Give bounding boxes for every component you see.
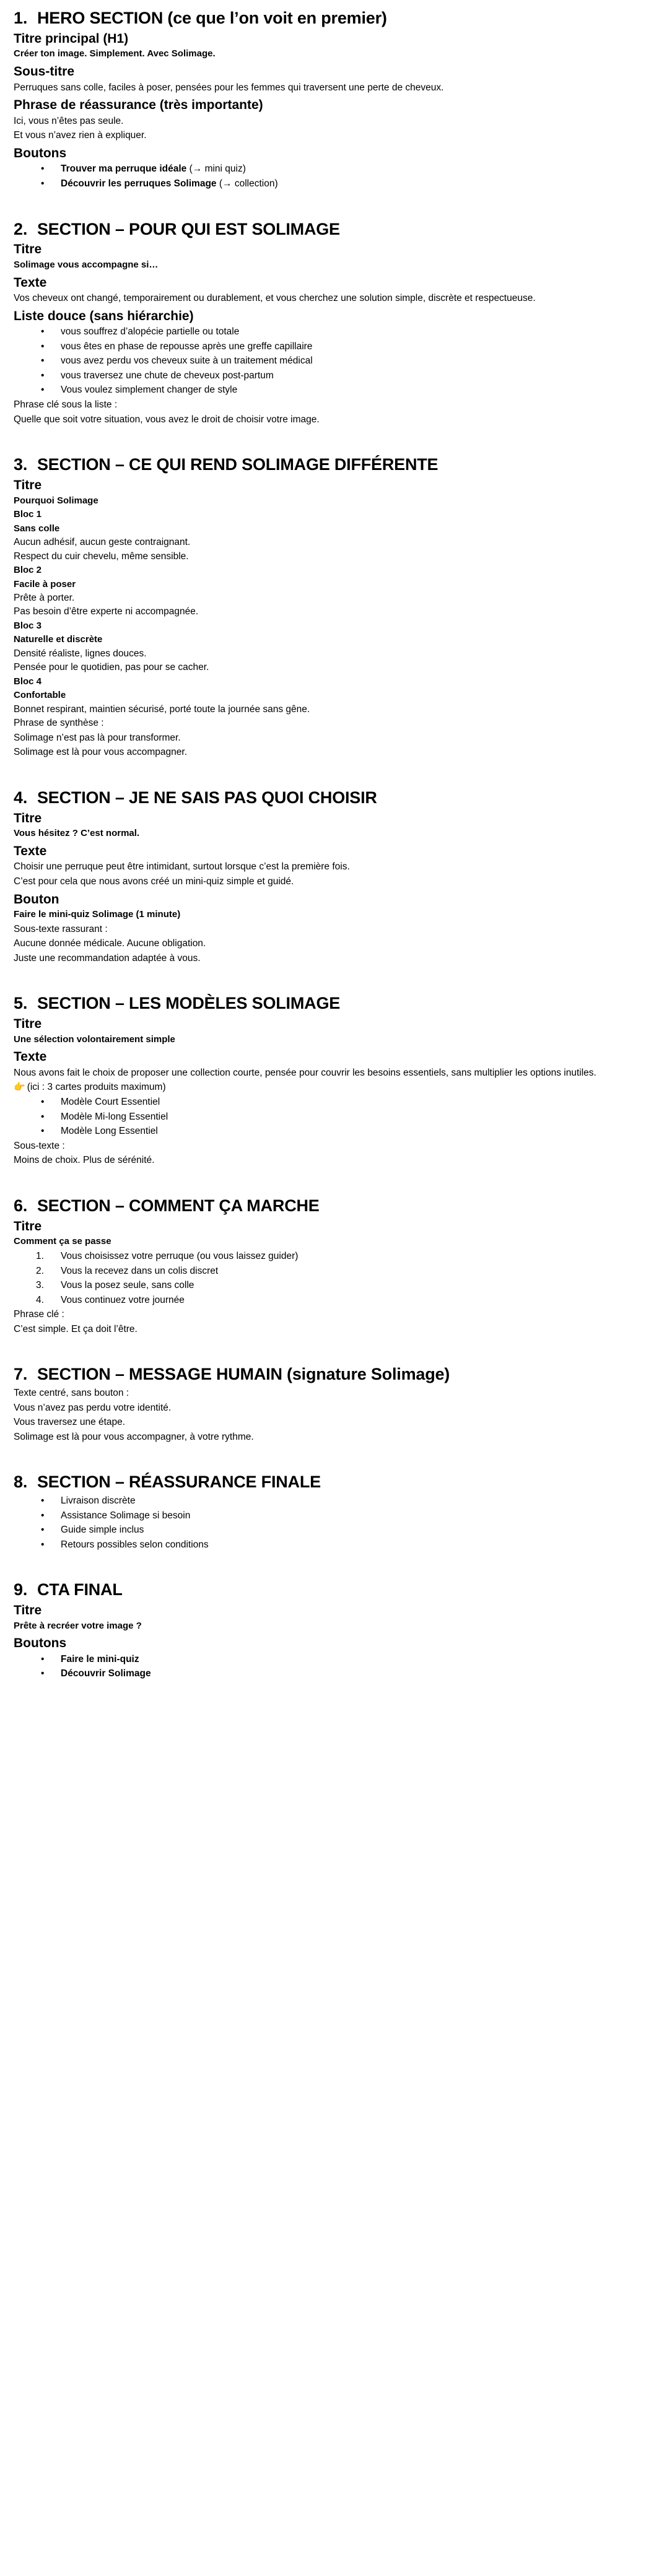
label-phrase-cle-s6: Phrase clé : — [14, 1309, 64, 1320]
label-boutons-hero: Boutons — [14, 146, 67, 160]
label-liste-douce: Liste douce (sans hiérarchie) — [14, 308, 194, 323]
s6-titre-value: Comment ça se passe — [14, 1236, 111, 1247]
list-item[interactable] — [14, 176, 658, 191]
list-number: 2. — [36, 1265, 44, 1276]
section-number-8: 8. — [14, 1473, 28, 1492]
bullet-icon: • — [41, 1539, 45, 1550]
list-item — [14, 383, 658, 398]
bullet-icon: • — [41, 1495, 45, 1507]
s9-buttons-list — [14, 1652, 658, 1681]
section-heading-5 — [14, 994, 658, 1014]
section-gap — [14, 1552, 658, 1580]
section-gap — [14, 191, 658, 220]
section-number-3: 3. — [14, 455, 28, 474]
s8-reassurance-list — [14, 1494, 658, 1552]
label-texte-centre: Texte centré, sans bouton : — [14, 1388, 129, 1399]
section-gap — [14, 1444, 658, 1473]
section-heading-4 — [14, 788, 658, 808]
s3-bloc2-label: Bloc 2 — [14, 565, 42, 575]
list-item — [14, 1508, 658, 1523]
s8-item-4: Retours possibles selon conditions — [61, 1539, 209, 1550]
s3-bloc2-line1: Prête à porter. — [14, 593, 75, 603]
s4-sous-texte-line1: Aucune donnée médicale. Aucune obligation. — [14, 938, 206, 949]
bullet-icon: • — [41, 1111, 45, 1122]
label-titre-s3: Titre — [14, 477, 42, 492]
s5-modele-1: Modèle Court Essentiel — [61, 1097, 160, 1108]
s5-note-text: (ici : 3 cartes produits maximum) — [27, 1082, 166, 1093]
s3-bloc1-heading: Sans colle — [14, 523, 60, 534]
s5-modele-2: Modèle Mi-long Essentiel — [61, 1111, 168, 1122]
section-number-4: 4. — [14, 788, 28, 807]
s2-item-3: vous avez perdu vos cheveux suite à un traitement médical — [61, 355, 313, 367]
section-gap — [14, 760, 658, 788]
list-item — [14, 324, 658, 339]
s3-bloc3-line2: Pensée pour le quotidien, pas pour se cacher. — [14, 662, 209, 673]
section-number-7: 7. — [14, 1365, 28, 1384]
section-title-4: SECTION – JE NE SAIS PAS QUOI CHOISIR — [37, 788, 377, 807]
list-item — [14, 1494, 658, 1508]
s3-bloc1-line1: Aucun adhésif, aucun geste contraignant. — [14, 537, 191, 548]
label-titre-s2: Titre — [14, 242, 42, 257]
label-titre-s9: Titre — [14, 1603, 42, 1618]
bullet-icon: • — [41, 385, 45, 396]
bullet-icon: • — [41, 355, 45, 367]
section-title-9: CTA FINAL — [37, 1580, 123, 1599]
section-gap — [14, 965, 658, 994]
s5-titre-value: Une sélection volontairement simple — [14, 1033, 175, 1045]
s9-bouton-1: Faire le mini-quiz — [61, 1653, 139, 1664]
section-gap — [14, 427, 658, 455]
label-bouton-s4: Bouton — [14, 892, 59, 907]
s6-etape-4: Vous continuez votre journée — [61, 1294, 185, 1305]
bullet-icon: • — [41, 1097, 45, 1108]
s2-phrase-cle-value: Quelle que soit votre situation, vous avez le droit de choisir votre image. — [14, 414, 320, 425]
s3-bloc1-line2: Respect du cuir chevelu, même sensible. — [14, 550, 189, 562]
s3-bloc2-line2: Pas besoin d’être experte ni accompagnée. — [14, 606, 199, 617]
bullet-icon: • — [41, 341, 45, 352]
section-number-2: 2. — [14, 219, 28, 238]
list-item[interactable] — [14, 1110, 658, 1125]
section-title-5: SECTION – LES MODÈLES SOLIMAGE — [37, 994, 341, 1013]
section-title-2: SECTION – POUR QUI EST SOLIMAGE — [37, 219, 340, 238]
section-heading-6 — [14, 1196, 658, 1216]
s3-bloc3-heading: Naturelle et discrète — [14, 634, 103, 645]
hero-buttons-list — [14, 162, 658, 191]
list-item[interactable] — [14, 1666, 658, 1681]
label-texte-s5: Texte — [14, 1050, 47, 1064]
label-sous-titre: Sous-titre — [14, 64, 75, 79]
list-number: 4. — [36, 1294, 44, 1305]
bullet-icon: • — [41, 326, 45, 337]
list-item[interactable] — [14, 162, 658, 176]
section-heading-2 — [14, 220, 658, 240]
hero-h1-value: Créer ton image. Simplement. Avec Solimage. — [14, 48, 216, 59]
s2-liste-douce — [14, 324, 658, 398]
s4-texte-line1: Choisir une perruque peut être intimidant, surtout lorsque c’est la première fois. — [14, 861, 350, 872]
label-titre-s6: Titre — [14, 1219, 42, 1234]
bullet-icon: • — [41, 1510, 45, 1521]
s6-etape-1: Vous choisissez votre perruque (ou vous laissez guider) — [61, 1250, 299, 1261]
list-item[interactable] — [14, 1124, 658, 1139]
s7-line-1: Vous n’avez pas perdu votre identité. — [14, 1402, 172, 1413]
bullet-icon: • — [41, 1668, 45, 1679]
bullet-icon: • — [41, 370, 45, 381]
list-item — [14, 339, 658, 354]
hero-button-suffix-1: (→ mini quiz) — [186, 163, 246, 175]
s2-item-4: vous traversez une chute de cheveux post-partum — [61, 370, 274, 381]
s6-etape-3: Vous la posez seule, sans colle — [61, 1280, 194, 1291]
bullet-icon: • — [41, 1126, 45, 1137]
section-number-6: 6. — [14, 1196, 28, 1215]
reassurance-line-1: Ici, vous n’êtes pas seule. — [14, 115, 124, 126]
bullet-icon: • — [41, 1525, 45, 1536]
s8-item-1: Livraison discrète — [61, 1495, 136, 1507]
s9-titre-value: Prête à recréer votre image ? — [14, 1620, 142, 1631]
s4-bouton-value[interactable]: Faire le mini-quiz Solimage (1 minute) — [14, 909, 181, 920]
s3-synthese-line1: Solimage n’est pas là pour transformer. — [14, 732, 181, 743]
label-phrase-reassurance: Phrase de réassurance (très importante) — [14, 98, 263, 113]
list-number: 3. — [36, 1280, 44, 1291]
s4-titre-value: Vous hésitez ? C’est normal. — [14, 828, 140, 839]
bullet-icon: • — [41, 163, 45, 175]
s5-sous-texte-value: Moins de choix. Plus de sérénité. — [14, 1155, 155, 1166]
s5-modele-3: Modèle Long Essentiel — [61, 1126, 158, 1137]
s7-line-3: Solimage est là pour vous accompagner, à votre rythme. — [14, 1431, 254, 1442]
section-number-1: 1. — [14, 9, 28, 27]
s3-synthese-line2: Solimage est là pour vous accompagner. — [14, 747, 188, 758]
label-titre-principal: Titre principal (H1) — [14, 31, 129, 46]
list-item — [14, 1293, 658, 1308]
label-phrase-synthese: Phrase de synthèse : — [14, 718, 104, 729]
label-sous-texte-s5: Sous-texte : — [14, 1140, 65, 1151]
hero-button-label-2: Découvrir les perruques Solimage — [61, 178, 217, 189]
list-item — [14, 354, 658, 368]
s3-titre-value: Pourquoi Solimage — [14, 495, 98, 506]
s7-line-2: Vous traversez une étape. — [14, 1417, 126, 1428]
section-heading-1 — [14, 9, 658, 28]
list-item[interactable] — [14, 1652, 658, 1667]
list-item — [14, 1523, 658, 1538]
s3-bloc4-heading: Confortable — [14, 690, 66, 701]
section-number-9: 9. — [14, 1580, 28, 1599]
s2-item-5: Vous voulez simplement changer de style — [61, 385, 238, 396]
section-title-8: SECTION – RÉASSURANCE FINALE — [37, 1473, 321, 1492]
s8-item-3: Guide simple inclus — [61, 1525, 144, 1536]
s5-modeles-list — [14, 1095, 658, 1139]
label-texte-s4: Texte — [14, 843, 47, 858]
section-gap — [14, 1336, 658, 1365]
s6-etapes-list — [14, 1249, 658, 1307]
bullet-icon: • — [41, 1653, 45, 1664]
label-texte-s2: Texte — [14, 275, 47, 290]
list-number: 1. — [36, 1250, 44, 1261]
section-title-3: SECTION – CE QUI REND SOLIMAGE DIFFÉRENTE — [37, 455, 439, 474]
section-heading-9 — [14, 1580, 658, 1600]
label-titre-s5: Titre — [14, 1017, 42, 1032]
s6-phrase-cle-value: C’est simple. Et ça doit l’être. — [14, 1323, 137, 1334]
section-heading-8 — [14, 1473, 658, 1492]
s3-bloc4-line1: Bonnet respirant, maintien sécurisé, porté toute la journée sans gêne. — [14, 703, 310, 715]
section-title-7: SECTION – MESSAGE HUMAIN (signature Solimage) — [37, 1365, 450, 1384]
section-title-1: HERO SECTION (ce que l’on voit en premier) — [37, 9, 387, 27]
list-item — [14, 1264, 658, 1279]
section-heading-7 — [14, 1365, 658, 1385]
list-item — [14, 1278, 658, 1293]
s3-bloc3-line1: Densité réaliste, lignes douces. — [14, 648, 147, 659]
list-item — [14, 1538, 658, 1552]
label-boutons-s9: Boutons — [14, 1636, 67, 1651]
s2-item-2: vous êtes en phase de repousse après une greffe capillaire — [61, 341, 313, 352]
hero-button-label-1: Trouver ma perruque idéale — [61, 163, 187, 175]
s3-bloc2-heading: Facile à poser — [14, 578, 76, 590]
section-title-6: SECTION – COMMENT ÇA MARCHE — [37, 1196, 320, 1215]
hero-subtitle-text: Perruques sans colle, faciles à poser, pensées pour les femmes qui traversent une perte de cheveux. — [14, 82, 444, 93]
s8-item-2: Assistance Solimage si besoin — [61, 1510, 191, 1521]
s5-texte: Nous avons fait le choix de proposer une collection courte, pensée pour couvrir les besoins essentiels, sans multiplier les options inutiles. — [14, 1067, 596, 1078]
s2-item-1: vous souffrez d’alopécie partielle ou totale — [61, 326, 240, 337]
list-item — [14, 1249, 658, 1264]
list-item[interactable] — [14, 1095, 658, 1110]
s6-etape-2: Vous la recevez dans un colis discret — [61, 1265, 219, 1276]
bullet-icon: • — [41, 178, 45, 189]
s2-texte: Vos cheveux ont changé, temporairement ou durablement, et vous cherchez une solution simple, discrète et respectueuse. — [14, 293, 536, 304]
s3-bloc3-label: Bloc 3 — [14, 620, 42, 631]
label-sous-texte-s4: Sous-texte rassurant : — [14, 923, 108, 934]
hero-button-suffix-2: (→ collection) — [216, 178, 278, 189]
label-phrase-cle-s2: Phrase clé sous la liste : — [14, 399, 118, 410]
pointing-right-hand-icon: 👉 — [14, 1082, 25, 1093]
section-number-5: 5. — [14, 994, 28, 1013]
s3-bloc4-label: Bloc 4 — [14, 676, 42, 687]
s2-titre-value: Solimage vous accompagne si… — [14, 259, 159, 270]
list-item — [14, 368, 658, 383]
s4-texte-line2: C’est pour cela que nous avons créé un mini-quiz simple et guidé. — [14, 876, 294, 887]
s4-sous-texte-line2: Juste une recommandation adaptée à vous. — [14, 952, 201, 964]
section-gap — [14, 1168, 658, 1196]
s9-bouton-2: Découvrir Solimage — [61, 1668, 151, 1679]
section-heading-3 — [14, 455, 658, 475]
s5-note-row — [14, 1080, 658, 1095]
label-titre-s4: Titre — [14, 811, 42, 825]
s3-bloc1-label: Bloc 1 — [14, 509, 42, 520]
reassurance-line-2: Et vous n’avez rien à expliquer. — [14, 130, 147, 141]
